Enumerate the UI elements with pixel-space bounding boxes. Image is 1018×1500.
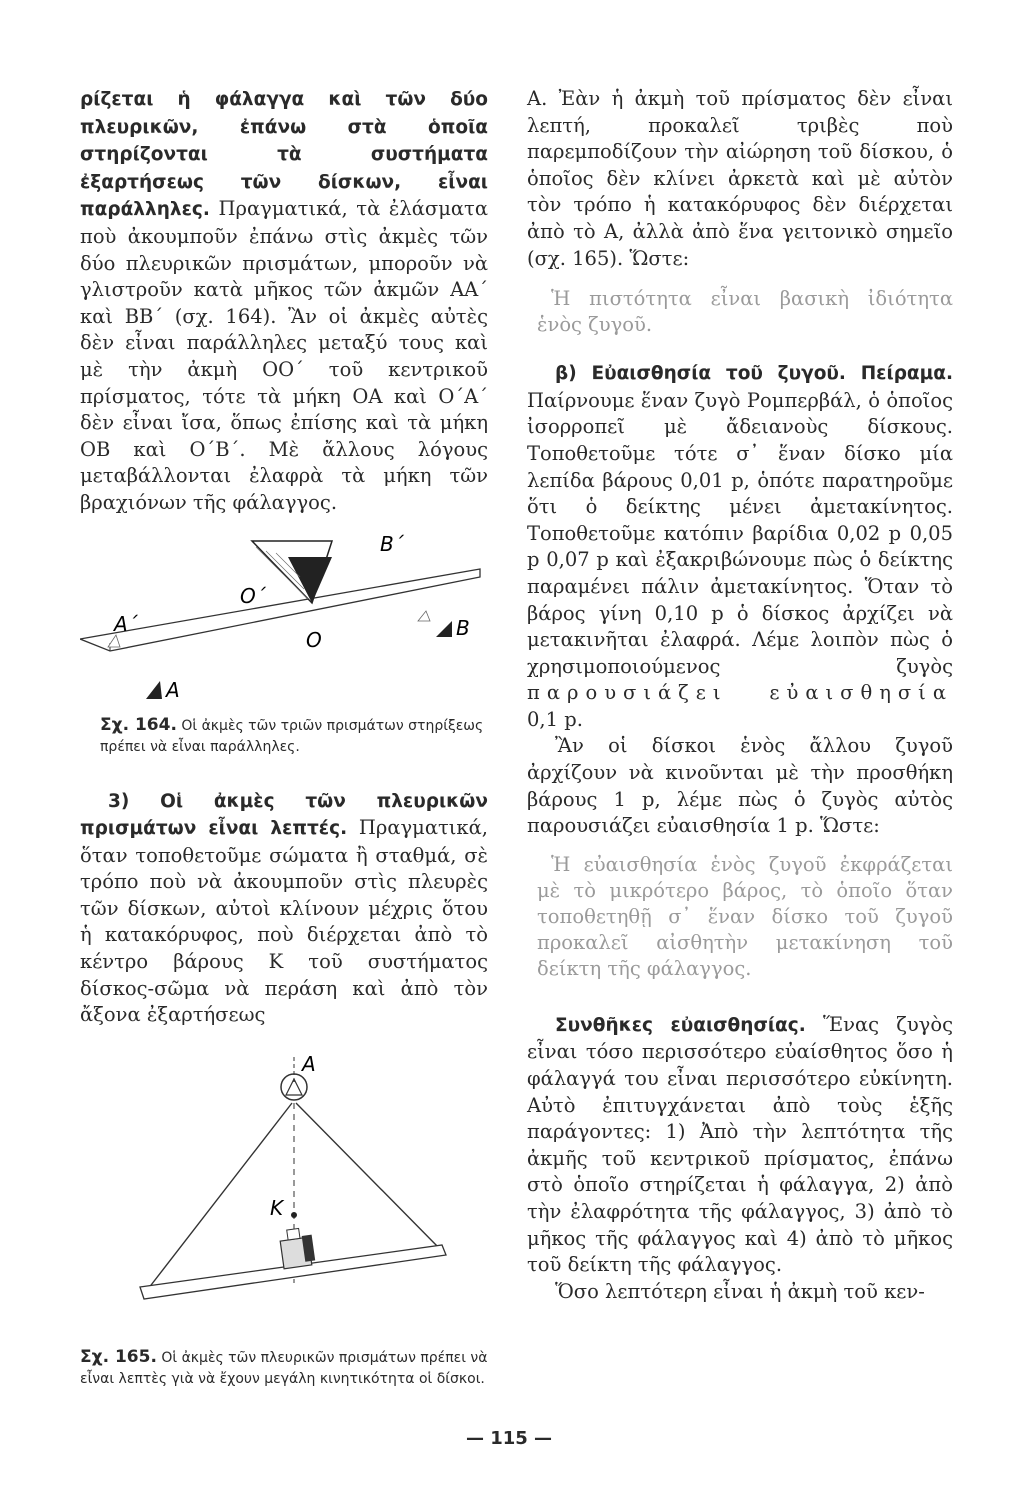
label-o: O [306,627,322,652]
label-b: B [456,615,470,640]
quote-sensitivity-definition: Ἡ εὐαισθησία ἑνὸς ζυγοῦ ἐκφράζεται μὲ τὸ μικρότερο βάρος, τὸ ὁποῖο ὅταν τοποθετηθῇ σ᾽ ἕναν δίσκο τοῦ ζυγοῦ προκαλεῖ αἰσθητὴν μετακίνηση τοῦ δείκτη τῆς φάλαγγος. [537,852,953,980]
caption-164-text: Οἱ ἀκμὲς τῶν τριῶν πρισμάτων στηρίξεως πρέπει νὰ εἶναι παράλληλες. [100,717,484,755]
parallel-edges-heading: ρίζεται ἡ φάλαγγα καὶ τῶν δύο πλευρικῶν, ἐπάνω στὰ ὁποῖα στηρίζονται τὰ συστήματα ἐξαρτήσεως τῶν δίσκων, εἶναι παράλληλες. [80,89,488,221]
wire-right [296,1103,440,1249]
paragraph-sensitivity [527,360,953,733]
figure-164 [80,529,488,709]
caption-164 [80,715,488,758]
caption-164-label: Σχ. 164. [100,714,177,735]
side-prism-b-top [418,611,430,621]
side-prism-b [436,621,452,637]
right-column [527,86,953,1305]
thin-edges-heading: 3) Οἱ ἀκμὲς τῶν πλευρικῶν πρισμάτων εἶναι λεπτές. [80,790,488,840]
weight-knob [287,1228,300,1240]
paragraph-parallel-edges [80,86,488,517]
label-k: K [270,1195,284,1220]
sensitivity-text-a: Παίρνουμε ἕναν ζυγὸ Ρομπερβάλ, ὁ ὁποῖος ἰσορροπεῖ μὲ ἄδειανοὺς δίσκους. Τοποθετοῦμε τότε σ᾽ ἕναν δίσκο μία λεπίδα βάρους 0,01 p, ὁπότε παρατηροῦμε ὅτι ὁ δείκτης μένει ἀμετακίνητος. Τοποθετοῦμε κατόπιν βαρίδια 0,02 p 0,05 p 0,07 p καὶ ἐξακριβώνουμε πὼς ὁ δείκτης παραμένει πάλιν ἀμετακίνητος. Ὅταν τὸ βάρος γίνη 0,10 p ὁ δίσκος ἀρχίζει νὰ μετακινῆται ἐλαφρά. Λέμε λοιπὸν πὼς ὁ χρησιμοποιούμενος ζυγὸς [527,388,953,678]
label-b-prime: B΄ [380,531,404,556]
left-column [80,86,488,1390]
label-a-prime: A΄ [114,611,138,636]
sensitivity-heading: β) Εὐαισθησία τοῦ ζυγοῦ. Πείραμα. [555,363,953,385]
quote-fidelity: Ἡ πιστότητα εἶναι βασικὴ ἰδιότητα ἑνὸς ζυγοῦ. [537,287,953,337]
label-o-prime: O΄ [240,583,266,608]
parallel-edges-text: Πραγματικά, τὰ ἐλάσματα ποὺ ἀκουμποῦν ἐπάνω στὶς ἀκμὲς τῶν δύο πλευρικῶν πρισμάτων, μποροῦν νὰ γλιστροῦν κατὰ μῆκος τῶν ἀκμῶν ΑΑ΄ καὶ ΒΒ΄ (σχ. 164). Ἂν οἱ ἀκμὲς αὐτὲς δὲν εἶναι παράλληλες μεταξύ τους καὶ μὲ τὴν ἀκμὴ ΟΟ΄ τοῦ κεντρικοῦ πρίσματος, τότε τὰ μήκη ΟΑ καὶ Ο΄Α΄ δὲν εἶναι ἴσα, ὅπως ἐπίσης καὶ τὰ μήκη ΟΒ καὶ Ο΄Β΄. Μὲ ἄλλους λόγους μεταβάλλονται ἐλαφρὰ τὰ μήκη τῶν βραχιόνων τῆς φάλαγγος. [80,197,488,514]
thin-edges-text: Πραγματικά, ὅταν τοποθετοῦμε σώματα ἢ σταθμά, σὲ τρόπο ποὺ νὰ ἀκουμποῦν στὶς πλευρὲς τῶν δίσκων, αὐτοὶ κλίνουν μέχρις ὅτου ἡ κατακόρυφος, ποὺ διέρχεται ἀπὸ τὸ κέντρο βάρους Κ τοῦ συστήματος δίσκος-σῶμα νὰ περάση καὶ ἀπὸ τὸν ἄξονα ἐξαρτήσεως [80,816,488,1027]
label-a: A [166,677,180,702]
caption-165-label: Σχ. 165. [80,1346,157,1367]
paragraph-thin-edges [80,788,488,1029]
center-of-gravity [291,1212,297,1218]
conditions-heading: Συνθῆκες εὐαισθησίας. [555,1014,806,1036]
side-prism-a-top [108,635,120,647]
paragraph-conditions [527,1012,953,1279]
page-number: — 115 — [465,1428,553,1449]
paragraph-continuation: Ὅσο λεπτότερη εἶναι ἡ ἀκμὴ τοῦ κεν- [555,1279,925,1303]
paragraph-other-balance: Ἂν οἱ δίσκοι ἑνὸς ἄλλου ζυγοῦ ἀρχίζουν νὰ κινοῦνται μὲ τὴν προσθήκη βάρους 1 p, λέμε πὼς ὁ ζυγὸς αὐτὸς παρουσιάζει εὐαισθησία 1 p. Ὥστε: [527,734,953,838]
caption-165 [80,1347,488,1390]
side-prism-a [146,681,162,699]
conditions-text: Ἕνας ζυγὸς εἶναι τόσο περισσότερο εὐαίσθητος ὅσο ἡ φάλαγγά του εἶναι περισσότερο εὐκίνητη. Αὐτὸ ἐπιτυγχάνεται ἀπὸ τοὺς ἑξῆς παράγοντες: 1) Ἀπὸ τὴν λεπτότητα τῆς ἀκμῆς τοῦ κεντρικοῦ πρίσματος, ἐπάνω στὸ ὁποῖο στηρίζεται ἡ φάλαγγα, 2) ἀπὸ τὴν ἐλαφρότητα τῆς φάλαγγος, 3) ἀπὸ τὸ μῆκος τῆς φάλαγγος καὶ 4) ἀπὸ τὸ μῆκος τοῦ δείκτη τῆς φάλαγγος. [527,1012,953,1277]
beam-shape [80,569,480,651]
sensitivity-spaced-text: παρουσιάζει εὐαισθησία [527,681,953,705]
figure-165 [80,1043,488,1343]
label-a-fig165: A [302,1051,316,1076]
sensitivity-text-b: 0,1 p. [527,707,583,731]
paragraph-edge-a: Α. Ἐὰν ἡ ἀκμὴ τοῦ πρίσματος δὲν εἶναι λεπτή, προκαλεῖ τριβὲς ποὺ παρεμποδίζουν τὴν αἰώρηση τοῦ δίσκου, ὁ ὁποῖος δὲν κλίνει ἀρκετὰ καὶ μὲ αὐτὸν τὸν τρόπο ἡ κατακόρυφος δὲν διέρχεται ἀπὸ τὸ Α, ἀλλὰ ἀπὸ ἕνα γειτονικὸ σημεῖο (σχ. 165). Ὥστε: [527,87,953,270]
caption-165-text: Οἱ ἀκμὲς τῶν πλευρικῶν πρισμάτων πρέπει νὰ εἶναι λεπτὲς γιὰ νὰ ἔχουν μεγάλη κινητικότητα οἱ δίσκοι. [80,1349,488,1387]
